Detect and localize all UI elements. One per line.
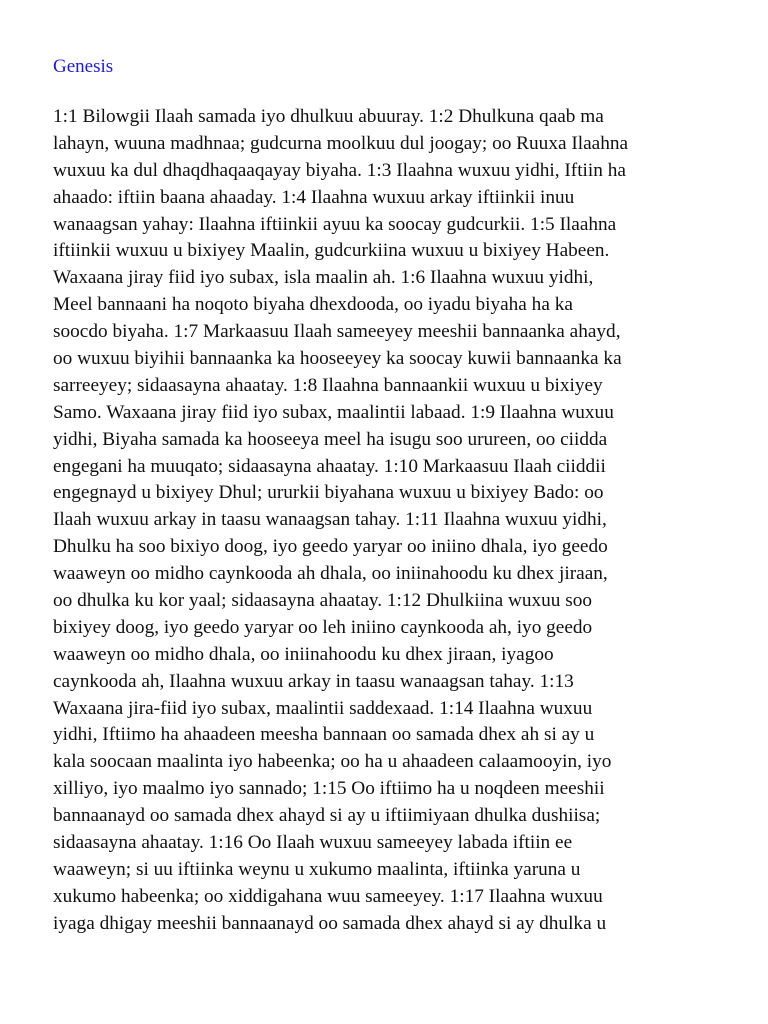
text-line: soocdo biyaha. 1:7 Markaasuu Ilaah sameeyey meeshii bannaanka ahayd,: [53, 321, 621, 343]
text-line: kala soocaan maalinta iyo habeenka; oo ha u ahaadeen calaamooyin, iyo: [53, 751, 612, 773]
text-line: sarreeyey; sidaasayna ahaatay. 1:8 Ilaahna bannaankii wuxuu u bixiyey: [53, 374, 603, 396]
text-line: engegnayd u bixiyey Dhul; ururkii biyahana wuxuu u bixiyey Bado: oo: [53, 482, 604, 504]
text-line: engegani ha muuqato; sidaasayna ahaatay. 1:10 Markaasuu Ilaah ciiddii: [53, 455, 606, 477]
text-line: waaweyn oo midho dhala, oo iniinahoodu ku dhex jiraan, iyagoo: [53, 643, 554, 665]
text-line: Dhulku ha soo bixiyo doog, iyo geedo yaryar oo iniino dhala, iyo geedo: [53, 536, 608, 558]
text-line: lahayn, wuuna madhnaa; gudcurna moolkuu dul joogay; oo Ruuxa Ilaahna: [53, 132, 629, 154]
text-line: xilliyo, iyo maalmo iyo sannado; 1:15 Oo iftiimo ha u noqdeen meeshii: [53, 778, 605, 800]
text-line: 1:1 Bilowgii Ilaah samada iyo dhulkuu abuuray. 1:2 Dhulkuna qaab ma: [53, 106, 604, 127]
text-line: Waxaana jiray fiid iyo subax, isla maalin ah. 1:6 Ilaahna wuxuu yidhi,: [53, 267, 594, 289]
text-line: wanaagsan yahay: Ilaahna iftiinkii ayuu ka soocay gudcurkii. 1:5 Ilaahna: [53, 213, 617, 235]
text-line: iyaga dhigay meeshii bannaanayd oo samada dhex ahayd si ay dhulka u: [53, 912, 607, 934]
text-line: ahaado: iftiin baana ahaaday. 1:4 Ilaahna wuxuu arkay iftiinkii inuu: [53, 186, 575, 208]
text-line: caynkooda ah, Ilaahna wuxuu arkay in taasu wanaagsan tahay. 1:13: [53, 670, 574, 692]
page-title: Genesis: [53, 56, 114, 77]
text-line: xukumo habeenka; oo xiddigahana wuu sameeyey. 1:17 Ilaahna wuxuu: [53, 885, 603, 907]
text-line: bixiyey doog, iyo geedo yaryar oo leh iniino caynkooda ah, iyo geedo: [53, 616, 593, 638]
text-line: yidhi, Iftiimo ha ahaadeen meesha bannaan oo samada dhex ah si ay u: [53, 724, 595, 746]
text-line: Ilaah wuxuu arkay in taasu wanaagsan tahay. 1:11 Ilaahna wuxuu yidhi,: [53, 509, 607, 531]
text-line: iftiinkii wuxuu u bixiyey Maalin, gudcurkiina wuxuu u bixiyey Habeen.: [53, 240, 610, 262]
text-line: sidaasayna ahaatay. 1:16 Oo Ilaah wuxuu sameeyey labada iftiin ee: [53, 832, 573, 854]
text-line: oo dhulka ku kor yaal; sidaasayna ahaatay. 1:12 Dhulkiina wuxuu soo: [53, 590, 593, 612]
text-line: Waxaana jira-fiid iyo subax, maalintii saddexaad. 1:14 Ilaahna wuxuu: [53, 697, 593, 719]
text-line: waaweyn; si uu iftiinka weynu u xukumo maalinta, iftiinka yaruna u: [53, 858, 581, 880]
text-line: waaweyn oo midho caynkooda ah dhala, oo iniinahoodu ku dhex jiraan,: [53, 563, 608, 585]
text-line: Meel bannaani ha noqoto biyaha dhexdooda, oo iyadu biyaha ha ka: [53, 294, 573, 316]
text-line: Samo. Waxaana jiray fiid iyo subax, maalintii labaad. 1:9 Ilaahna wuxuu: [53, 401, 614, 423]
text-line: yidhi, Biyaha samada ka hooseeya meel ha isugu soo urureen, oo ciidda: [53, 428, 608, 450]
body-text: [53, 104, 733, 938]
text-line: wuxuu ka dul dhaqdhaqaaqayay biyaha. 1:3 Ilaahna wuxuu yidhi, Iftiin ha: [53, 159, 626, 181]
text-line: oo wuxuu biyihii bannaanka ka hooseeyey ka soocay kuwii bannaanka ka: [53, 348, 622, 370]
text-line: bannaanayd oo samada dhex ahayd si ay u iftiimiyaan dhulka dushiisa;: [53, 805, 601, 827]
